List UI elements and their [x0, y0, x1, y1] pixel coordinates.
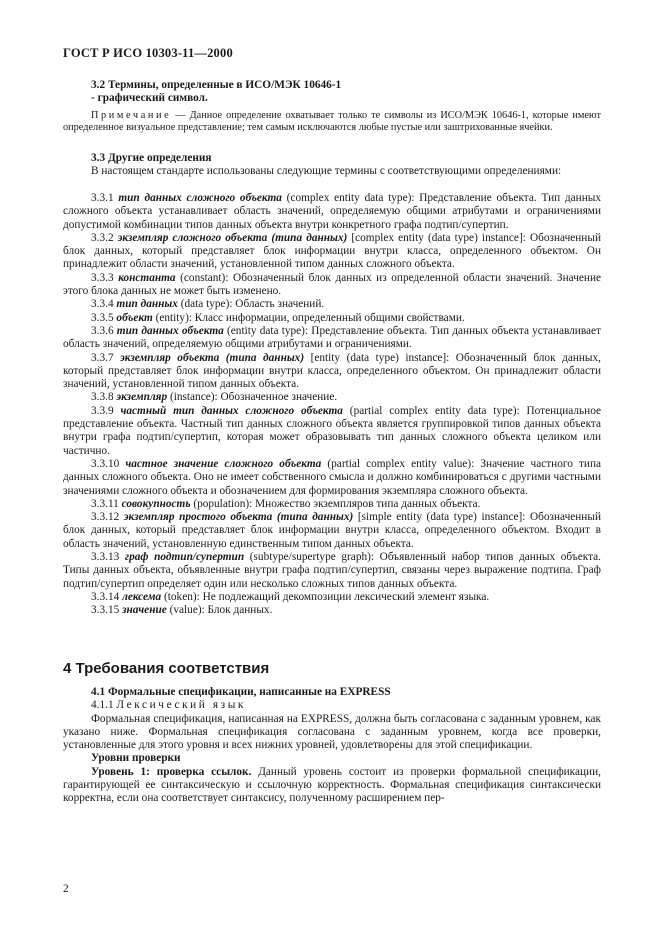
definition-number: 3.3.4 — [91, 298, 117, 311]
definition-text: (entity data type): Представление объекта. Тип данных объекта устанавливает область значений, определяемую общими атрибутами и ограничениями. — [63, 324, 601, 351]
definition-number: 3.3.3 — [91, 271, 119, 284]
section-4-body — [63, 686, 601, 806]
definition-text: (instance): Обозначенное значение. — [167, 391, 338, 404]
definition-text: [complex entity (data type) instance]: Обозначенный блок данных, который представляет блок информации внутри класса, определенного объектом. Он принадлежит области значений, установленной типом данных сложного объекта. — [63, 231, 601, 271]
definition-text: [entity (data type) instance]: Обозначенный блок данных, который представляет блок информации внутри класса, определенного объектом. Он принадлежит области значений, установленной типом данных объекта. — [63, 351, 601, 391]
definition-item — [63, 272, 601, 299]
definition-term: константа — [118, 271, 176, 284]
definition-number: 3.3.12 — [91, 511, 124, 524]
definition-item — [63, 498, 601, 511]
section-4 — [63, 662, 601, 675]
subsection-4-1-heading: 4.1 Формальные спецификации, написанные на EXPRESS — [91, 686, 391, 698]
definition-text: (entity): Класс информации, определенный общими свойствами. — [152, 311, 465, 324]
definition-term: экземпляр простого объекта (типа данных) — [123, 511, 354, 524]
definition-item — [63, 325, 601, 352]
page-number: 2 — [63, 883, 69, 895]
level-1-paragraph — [63, 766, 601, 806]
section-3-2-heading: 3.2 Термины, определенные в ИСО/МЭК 10646-1 — [91, 79, 342, 91]
subsection-number: 4.1.1 — [91, 699, 117, 712]
definition-item — [63, 458, 601, 498]
definition-number: 3.3.15 — [91, 604, 123, 617]
graphic-symbol-term: - графический символ. — [91, 92, 208, 105]
definition-item — [63, 391, 601, 404]
section-3-2 — [63, 79, 601, 106]
definition-term: объект — [116, 311, 153, 324]
section-3-3-heading: 3.3 Другие определения — [91, 152, 212, 164]
definition-item — [63, 551, 601, 591]
level-1-text: Данный уровень состоит из проверки формальной спецификации, гарантирующей ее синтаксическую и ссылочную корректность. Формальная спецификация синтаксически корректна, если она соответствует синтаксису, полученному расширением пер- — [63, 765, 601, 805]
definition-number: 3.3.13 — [91, 551, 125, 564]
definition-term: экземпляр сложного объекта (типа данных) — [117, 231, 348, 244]
definition-text: (constant): Обозначенный блок данных из определенной области значений. Значение этого блока данных не может быть изменено. — [63, 271, 602, 298]
page-body — [63, 0, 601, 936]
definition-number: 3.3.14 — [91, 590, 123, 603]
definition-number: 3.3.10 — [91, 457, 126, 470]
subsection-4-1-1-heading — [63, 699, 601, 712]
definition-number: 3.3.2 — [91, 231, 118, 244]
note-label: Примечание — [91, 110, 172, 121]
definition-term: частный тип данных сложного объекта — [120, 404, 343, 417]
definition-text: [simple entity (data type) instance]: Обозначенный блок данных, который представляет блок информации внутри класса, определенного объектом. Входит в область значений, установленную единственным типом данных объекта. — [63, 511, 601, 550]
note-text: — Данное определение охватывает только те символы из ИСО/МЭК 10646-1, которые имеют определенное визуальное представление; тем самым исключаются любые пустые или заштрихованные ячейки. — [63, 110, 601, 134]
definitions-list — [63, 192, 601, 618]
definition-number: 3.3.9 — [91, 404, 121, 417]
definition-item — [63, 352, 601, 392]
definition-term: граф подтип/супертип — [124, 551, 245, 564]
section-3-3-intro: В настоящем стандарте использованы следующие термины с соответствующими определениями: — [91, 165, 562, 178]
definition-number: 3.3.6 — [91, 324, 117, 337]
definition-item — [63, 232, 601, 272]
level-1-label: Уровень 1: проверка ссылок. — [91, 765, 252, 778]
definition-item — [63, 192, 601, 232]
section-4-heading: 4 Требования соответствия — [63, 660, 270, 677]
definition-text: (partial complex entity value): Значение частного типа данных сложного объекта. Оно не имеет собственного смысла и должно комбинироваться с другими частными значениями сложного объекта и обозначением для формирования экземпляра сложного объекта. — [63, 457, 602, 497]
definition-number: 3.3.1 — [91, 192, 119, 204]
definition-item — [63, 405, 601, 458]
definition-text: (token): Не подлежащий декомпозиции лексический элемент языка. — [161, 590, 490, 603]
definition-term: частное значение сложного объекта — [125, 457, 322, 470]
definition-item — [63, 591, 601, 604]
definition-item — [63, 604, 601, 617]
definition-term: значение — [122, 604, 167, 617]
definition-item — [63, 511, 601, 551]
definition-number: 3.3.5 — [91, 311, 117, 324]
definition-number: 3.3.7 — [91, 351, 121, 364]
definition-term: экземпляр — [116, 391, 168, 404]
definition-item — [63, 298, 601, 311]
definition-text: (partial complex entity data type): Потенциальное представление объекта. Частный тип данных сложного объекта является группировкой типов данных объекта внутри графа подтип/супертип, которая может образовывать тип данных сложного объекта целиком или частично. — [63, 404, 601, 457]
definition-text: (population): Множество экземпляров типа данных объекта. — [190, 497, 481, 510]
definition-term: тип данных объекта — [116, 324, 224, 337]
check-levels-heading: Уровни проверки — [91, 752, 181, 765]
definition-term: экземпляр объекта (типа данных) — [120, 351, 305, 364]
definition-number: 3.3.11 — [91, 497, 122, 510]
definition-text: (data type): Область значений. — [177, 298, 325, 311]
definition-item — [63, 312, 601, 325]
definition-text: (complex entity data type): Представление объекта. Тип данных сложного объекта устанавливает область значений, определяемую общими атрибутами и ограничениями допустимой комбинации типов данных объекта внутри конкретного графа подтип/супертип. — [63, 192, 602, 231]
definition-text: (subtype/supertype graph): Объявленный набор типов данных объекта. Типы данных объекта, объявленные внутри графа подтип/супертип, связаны через выражение подтипа. Граф подтип/супертип определяет один или несколько сложных типов данных объекта. — [63, 551, 601, 590]
definition-term: совокупность — [121, 497, 191, 510]
definition-term: лексема — [122, 590, 162, 603]
document-header: ГОСТ Р ИСО 10303-11—2000 — [63, 46, 233, 60]
section-3-3 — [63, 152, 601, 179]
definition-term: тип данных — [116, 298, 178, 311]
note-3-2 — [63, 110, 601, 135]
definition-text: (value): Блок данных. — [166, 604, 273, 617]
subsection-title: Лексический язык — [116, 699, 247, 712]
definition-number: 3.3.8 — [91, 391, 117, 404]
definition-term: тип данных сложного объекта — [118, 192, 282, 204]
conformance-paragraph: Формальная спецификация, написанная на EXPRESS, должна быть согласована с заданным уровнем, как указано ниже. Формальная спецификация согласована с заданным уровнем, когда все проверки, установленные для этого уровня и всех нижних уровней, удовлетворены для этой спецификации. — [63, 712, 601, 752]
